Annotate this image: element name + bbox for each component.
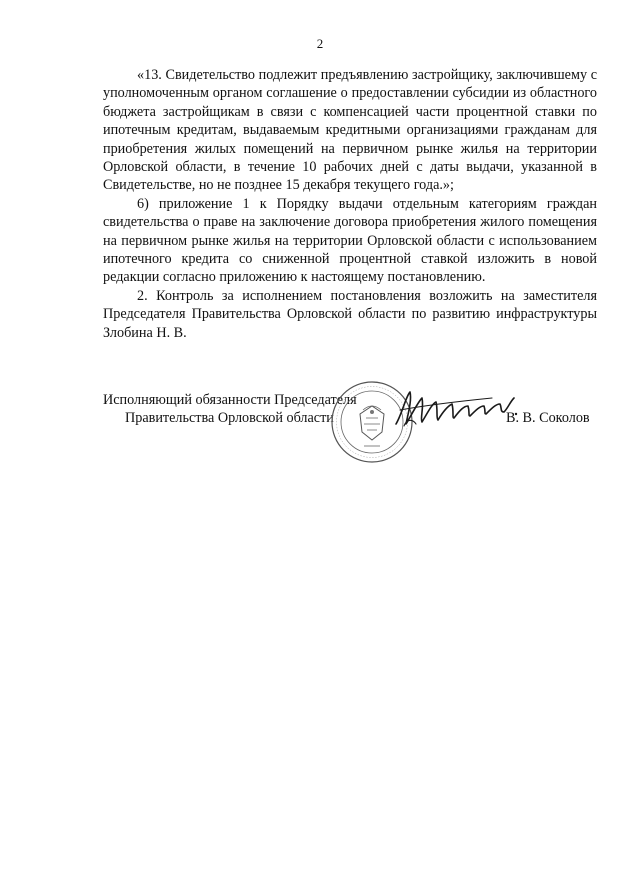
signature-block <box>0 380 640 470</box>
paragraph-item-6: 6) приложение 1 к Порядку выдачи отдельным категориям граждан свидетельства о праве на заключение договора приобретения жилого помещения на первичном рынке жилья на территории Орловской области с использованием ипотечного кредита со сниженной процентной ставкой изложить в новой редакции согласно приложению к настоящему постановлению. <box>103 195 597 286</box>
signer-title-line2: Правительства Орловской области <box>125 410 334 426</box>
signer-name: В. В. Соколов <box>506 410 590 426</box>
paragraph-control: 2. Контроль за исполнением постановления возложить на заместителя Председателя Правительства Орловской области по развитию инфраструктуры Злобина Н. В. <box>103 287 597 341</box>
document-body <box>103 66 597 342</box>
handwritten-signature-icon <box>392 384 522 430</box>
signer-title-line1: Исполняющий обязанности Председателя <box>103 392 357 408</box>
page-number: 2 <box>316 36 324 51</box>
paragraph-item-13: «13. Свидетельство подлежит предъявлению застройщику, заключившему с уполномоченным органом соглашение о предоставлении субсидии из областного бюджета застройщикам в связи с компенсацией части процентной ставки по ипотечным кредитам, выдаваемым кредитными организациями гражданам для приобретения жилых помещений на первичном рынке жилья на территории Орловской области, в течение 10 рабочих дней с даты выдачи, указанной в Свидетельстве, но не позднее 15 декабря текущего года.»; <box>103 67 597 194</box>
